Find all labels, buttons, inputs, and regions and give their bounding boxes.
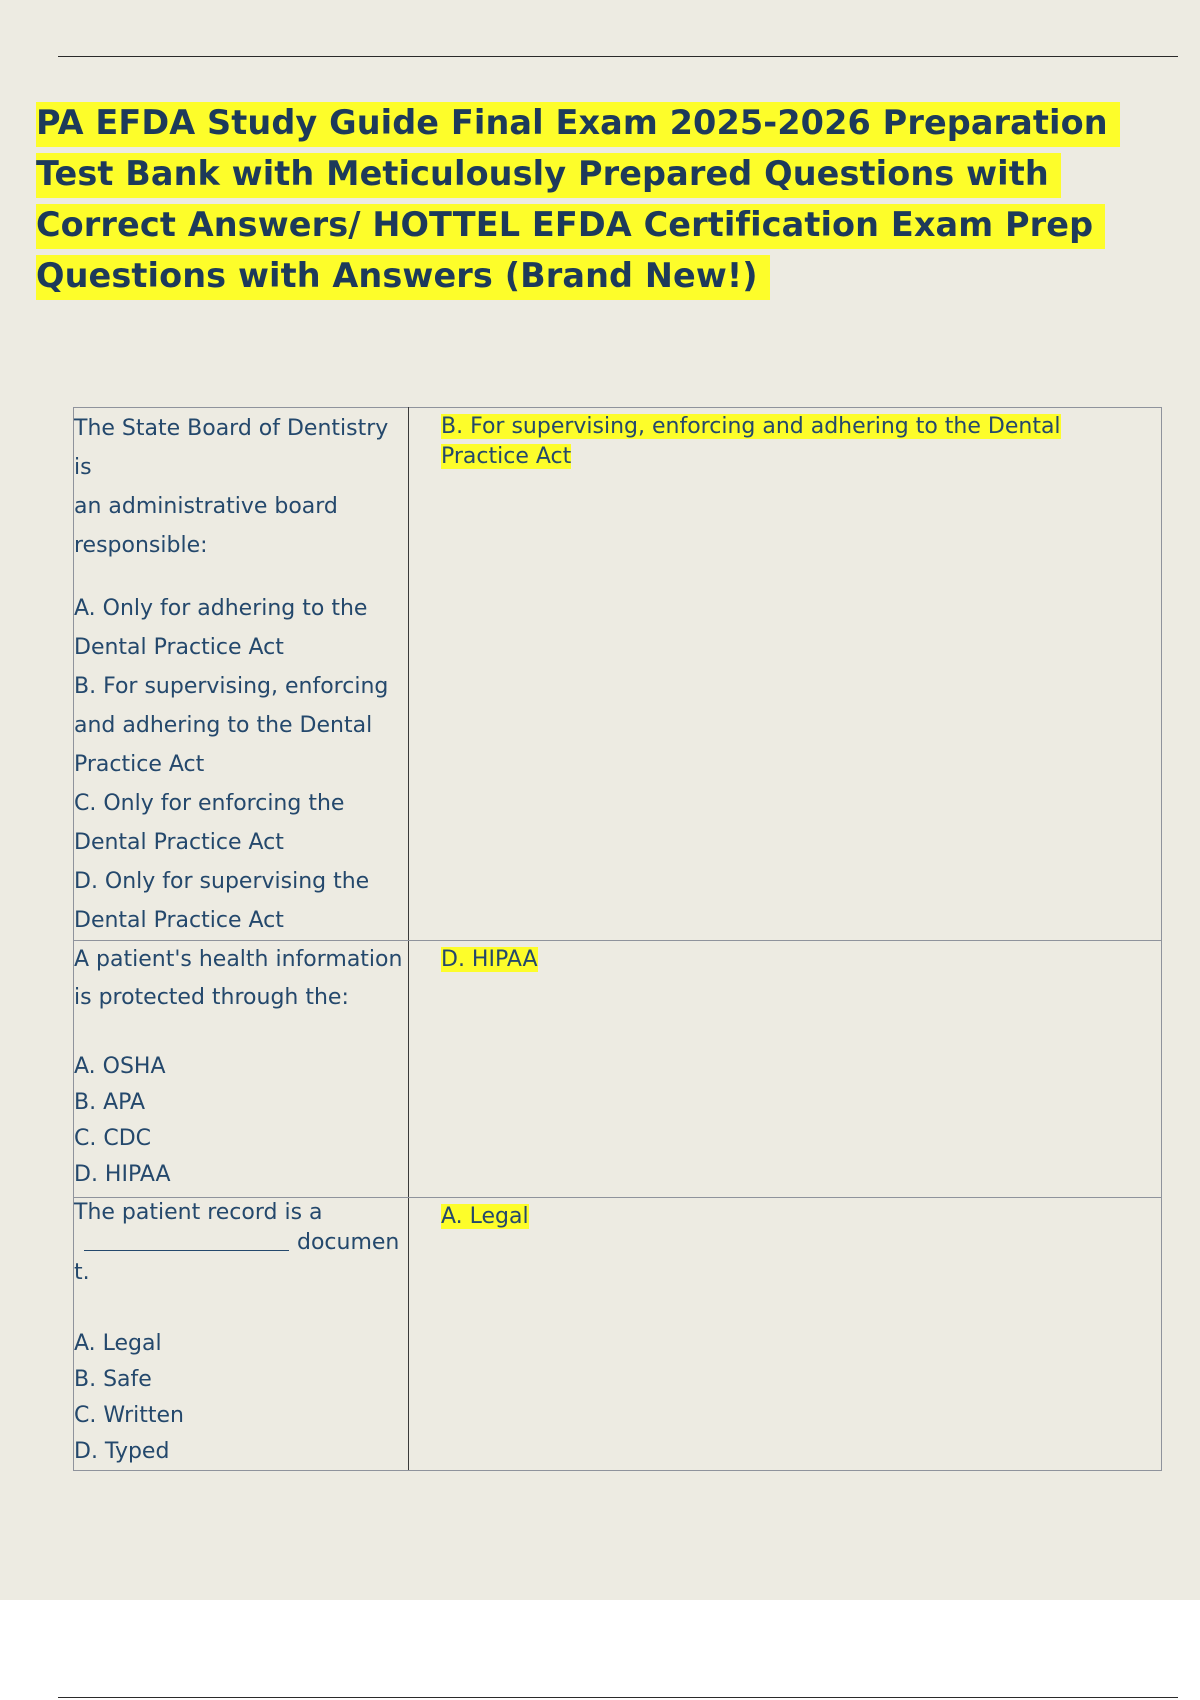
answer-options: [74, 1326, 408, 1470]
option-line: B. For supervising, enforcing: [74, 674, 389, 699]
option-line: and adhering to the Dental: [74, 713, 373, 738]
question-line: is protected through the:: [74, 985, 349, 1010]
option-line: Dental Practice Act: [74, 830, 284, 855]
question-line: t.: [74, 1260, 90, 1285]
question-text: [74, 1198, 408, 1288]
option-line: Dental Practice Act: [74, 908, 284, 933]
question-cell: [74, 941, 409, 1198]
question-line: responsible:: [74, 533, 208, 558]
option-line: A. Legal: [74, 1331, 162, 1356]
document-title-text: PA EFDA Study Guide Final Exam 2025-2026 Preparation Test Bank with Meticulously Prepared Questions with Correct Answers/ HOTTEL EFDA Certification Exam Prep Questions with Answers (Brand New!): [36, 102, 1120, 300]
option-line: B. Safe: [74, 1367, 152, 1392]
option-line: Practice Act: [74, 752, 205, 777]
question-cell: [74, 1198, 409, 1471]
answer-options: [74, 1049, 408, 1193]
footer-rule: [58, 1697, 1178, 1698]
question-line: documen: [297, 1230, 400, 1255]
fill-in-blank: [84, 1228, 289, 1251]
option-line: D. Only for supervising the: [74, 869, 370, 894]
option-line: A. OSHA: [74, 1054, 166, 1079]
option-line: D. HIPAA: [74, 1162, 171, 1187]
correct-answer: A. Legal: [441, 1204, 529, 1229]
option-line: A. Only for adhering to the: [74, 596, 368, 621]
answer-options: [74, 589, 408, 940]
answer-cell: [409, 1198, 1162, 1471]
correct-answer: D. HIPAA: [441, 947, 538, 972]
qa-row: [74, 1198, 1162, 1471]
header-rule: [58, 56, 1178, 57]
answer-cell: [409, 941, 1162, 1198]
question-line: an administrative board: [74, 494, 338, 519]
question-text: [74, 941, 408, 1017]
option-line: C. CDC: [74, 1126, 152, 1151]
qa-row: [74, 941, 1162, 1198]
answer-cell: [409, 408, 1162, 941]
question-cell: [74, 408, 409, 941]
question-line: The State Board of Dentistry is: [74, 416, 389, 480]
fill-in-blank-line: [74, 1228, 408, 1258]
option-line: Dental Practice Act: [74, 635, 284, 660]
question-line: The patient record is a: [74, 1200, 323, 1225]
option-line: C. Written: [74, 1403, 184, 1428]
qa-table: [73, 407, 1162, 1471]
option-line: C. Only for enforcing the: [74, 791, 345, 816]
option-line: D. Typed: [74, 1439, 170, 1464]
option-line: B. APA: [74, 1090, 146, 1115]
question-line: A patient's health information: [74, 947, 403, 972]
qa-row: [74, 408, 1162, 941]
correct-answer: B. For supervising, enforcing and adhering to the Dental Practice Act: [441, 414, 1061, 469]
document-title: [36, 97, 1176, 301]
question-text: [74, 409, 408, 565]
